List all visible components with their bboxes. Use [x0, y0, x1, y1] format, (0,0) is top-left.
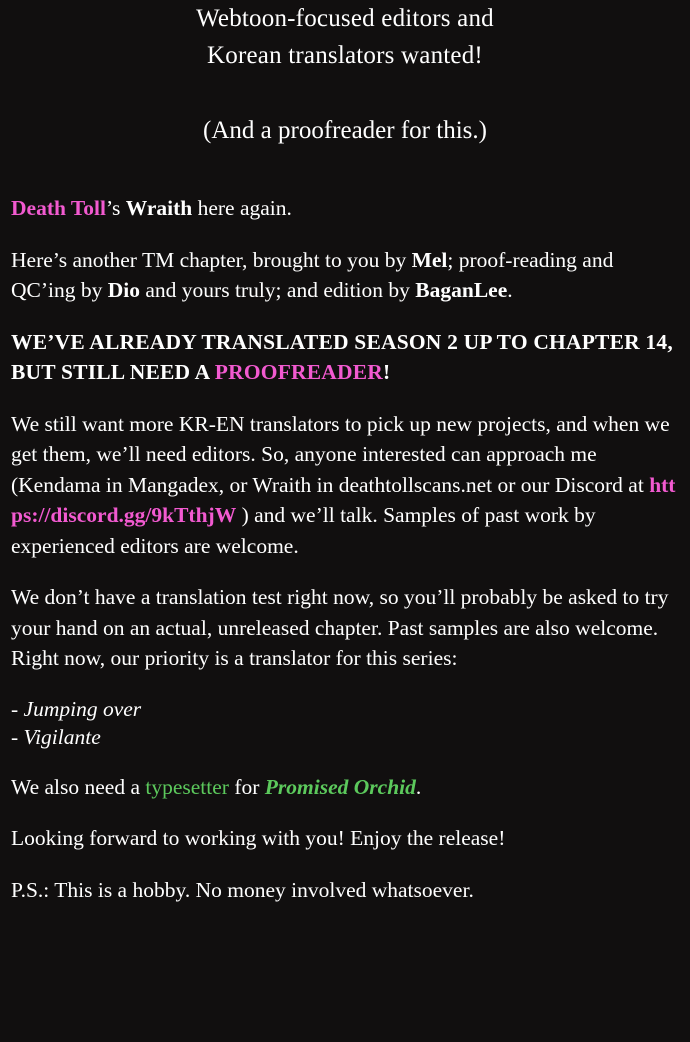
discord-invite-link[interactable]: https://discord.gg/9kTthjW [11, 472, 676, 527]
closing-paragraph: Looking forward to working with you! Enjoy the release! [11, 826, 506, 850]
intro-possessive: ’s [106, 196, 126, 220]
intro-paragraph [11, 193, 679, 224]
recruitment-paragraph [11, 409, 679, 562]
page-title-line-1: Webtoon-focused editors and [196, 5, 494, 32]
list-item: - Jumping over [11, 696, 142, 721]
translation-test-paragraph: We don’t have a translation test right now, so you’ll probably be asked to try your hand on an actual, unreleased chapter. Past samples are also welcome. Right now, our priority is a translator for this series: [11, 585, 669, 670]
editor-name: BaganLee [415, 278, 508, 302]
qc-name: Dio [107, 278, 140, 302]
page-title-line-2: Korean translators wanted! [207, 42, 483, 69]
announcement-paragraph [11, 327, 679, 388]
page-subtitle: (And a proofreader for this.) [203, 117, 487, 144]
credits-mid-2: and yours truly; and edition by [140, 278, 416, 302]
credits-paragraph [11, 245, 679, 306]
credits-end: . [507, 278, 513, 302]
typesetter-paragraph [11, 772, 679, 803]
spacer [11, 751, 679, 772]
list-item: - Vigilante [11, 724, 101, 749]
typesetter-part-3: . [415, 774, 422, 799]
typesetter-role: typesetter [145, 774, 229, 799]
series-title: Promised Orchid [264, 774, 416, 799]
translator-name: Mel [411, 247, 448, 272]
typesetter-part-2: for [228, 774, 265, 799]
postscript-paragraph: P.S.: This is a hobby. No money involved whatsoever. [11, 877, 474, 902]
recruitment-part-2: ) and we’ll talk. Samples of past work by experienced editors are welcome. [11, 503, 596, 558]
body-text [11, 149, 679, 905]
announcement-part-1: WE’VE ALREADY TRANSLATED SEASON 2 UP TO CHAPTER 14, BUT STILL NEED A [11, 329, 673, 384]
author-name: Wraith [125, 196, 193, 220]
proofreader-highlight: PROOFREADER [214, 360, 384, 384]
group-name: Death Toll [11, 196, 106, 220]
typesetter-part-1: We also need a [11, 774, 146, 799]
intro-rest: here again. [192, 196, 292, 220]
credits-mid-1: ; proof-reading and QC’ing by [11, 247, 614, 302]
credits-lead: Here’s another TM chapter, brought to you by [11, 247, 412, 272]
page-title [11, 0, 679, 74]
recruitment-part-1: We still want more KR-EN translators to pick up new projects, and when we get them, we’ll need editors. So, anyone interested can approach me (Kendama in Mangadex, or Wraith in deathtollscans.net or our Discord at [11, 411, 670, 497]
announcement-part-2: ! [383, 360, 391, 384]
